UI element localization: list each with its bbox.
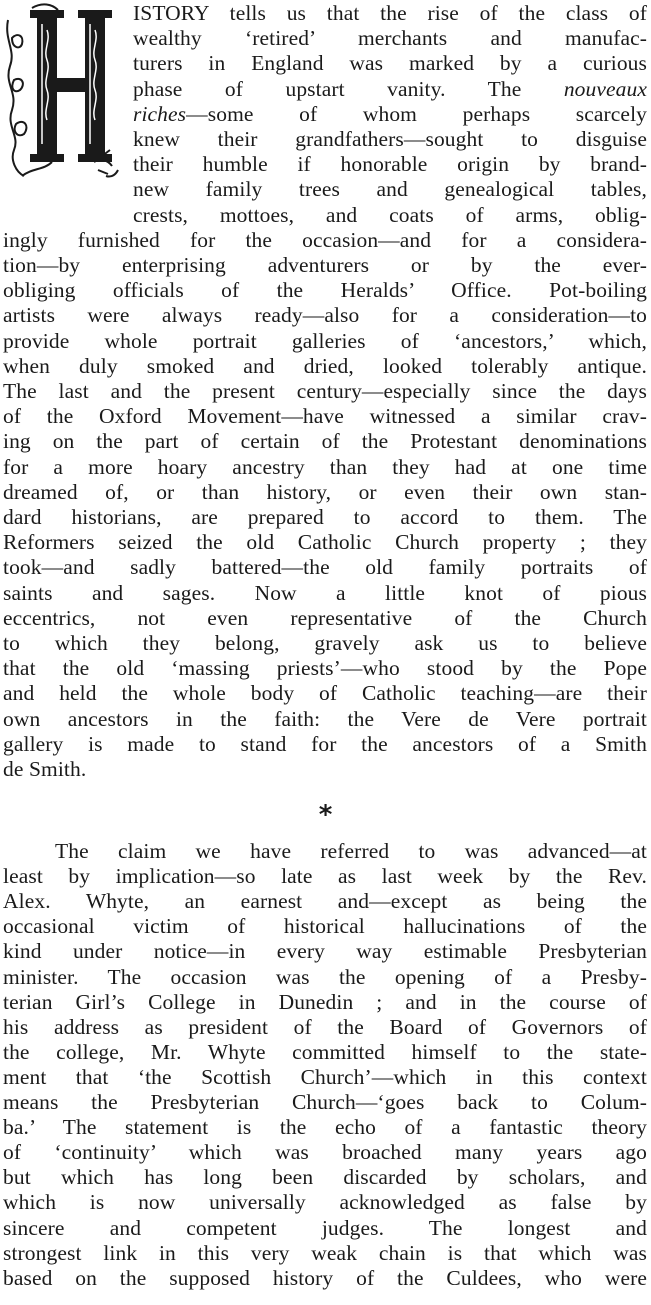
text-line: sincere and competent judges. The longest and xyxy=(3,1215,647,1240)
text-line: gallery is made to stand for the ancestors of a Smith xyxy=(3,731,647,756)
section-separator: * xyxy=(318,800,333,830)
text-line: ingly furnished for the occasion—and for a considera- xyxy=(3,227,647,252)
text-line: and held the whole body of Catholic teaching—are their xyxy=(3,681,647,706)
text-line: which is now universally acknowledged as false by xyxy=(3,1190,647,1215)
text-line: artists were always ready—also for a consideration—to xyxy=(3,303,647,328)
text-line: new family trees and genealogical tables, xyxy=(133,177,647,202)
text-line: kind under notice—in every way estimable Presbyterian xyxy=(3,939,647,964)
text-line: of the Oxford Movement—have witnessed a similar crav- xyxy=(3,404,647,429)
text-line: own ancestors in the faith: the Vere de Vere portrait xyxy=(3,706,647,731)
text-line: ISTORY tells us that the rise of the class of xyxy=(133,1,647,25)
text-line: his address as president of the Board of Governors of xyxy=(3,1014,647,1039)
text-line: wealthy ‘retired’ merchants and manufac- xyxy=(133,26,647,51)
text-line: The last and the present century—especially since the days xyxy=(3,379,647,403)
text-line: took—and sadly battered—the old family portraits of xyxy=(3,555,647,580)
text-line: that the old ‘massing priests’—who stood by the Pope xyxy=(3,656,647,681)
text-line: of ‘continuity’ which was broached many years ago xyxy=(3,1140,647,1165)
text-line: means the Presbyterian Church—‘goes back to Colum- xyxy=(3,1090,647,1114)
text-line: saints and sages. Now a little knot of pious xyxy=(3,580,647,605)
text-line: dard historians, are prepared to accord to them. The xyxy=(3,505,647,529)
text-line: ing on the part of certain of the Protestant denominations xyxy=(3,429,647,454)
text-line: their humble if honorable origin by brand- xyxy=(133,152,647,177)
text-line: but which has long been discarded by scholars, and xyxy=(3,1165,647,1190)
text-line: when duly smoked and dried, looked tolerably antique. xyxy=(3,353,647,378)
ornamental-initial-h-icon xyxy=(2,0,128,188)
text-line: to which they belong, gravely ask us to believe xyxy=(3,631,647,655)
text-line: turers in England was marked by a curious xyxy=(133,51,647,76)
text-line: phase of upstart vanity. The nouveaux xyxy=(133,76,647,101)
text-line: minister. The occasion was the opening of a Presby- xyxy=(3,964,647,989)
text-line: least by implication—so late as last week by the Rev. xyxy=(3,864,647,889)
text-line: eccentrics, not even representative of the Church xyxy=(3,605,647,630)
text-line: terian Girl’s College in Dunedin ; and in the course of xyxy=(3,989,647,1014)
text-line: ba.’ The statement is the echo of a fantastic theory xyxy=(3,1115,647,1140)
text-line: strongest link in this very weak chain is that which was xyxy=(3,1240,647,1265)
text-line: Alex. Whyte, an earnest and—except as being the xyxy=(3,889,647,914)
text-line: de Smith. xyxy=(3,757,87,781)
text-line: knew their grandfathers—sought to disguise xyxy=(133,127,647,151)
text-line: dreamed of, or than history, or even their own stan- xyxy=(3,479,647,504)
text-line: occasional victim of historical hallucinations of the xyxy=(3,914,647,939)
text-line: based on the supposed history of the Culdees, who were xyxy=(3,1265,647,1290)
text-line: Reformers seized the old Catholic Church property ; they xyxy=(3,530,647,555)
text-line: The claim we have referred to was advanced—at xyxy=(55,839,647,863)
text-line: ment that ‘the Scottish Church’—which in this context xyxy=(3,1064,647,1089)
text-line: riches—some of whom perhaps scarcely xyxy=(133,101,647,126)
text-line: tion—by enterprising adventurers or by the ever- xyxy=(3,253,647,277)
text-line: the college, Mr. Whyte committed himself to the state- xyxy=(3,1039,647,1064)
text-line: for a more hoary ancestry than they had at one time xyxy=(3,454,647,479)
text-line: obliging officials of the Heralds’ Office. Pot-boiling xyxy=(3,278,647,303)
text-line: crests, mottoes, and coats of arms, oblig- xyxy=(133,202,647,227)
text-line: provide whole portrait galleries of ‘ancestors,’ which, xyxy=(3,328,647,353)
